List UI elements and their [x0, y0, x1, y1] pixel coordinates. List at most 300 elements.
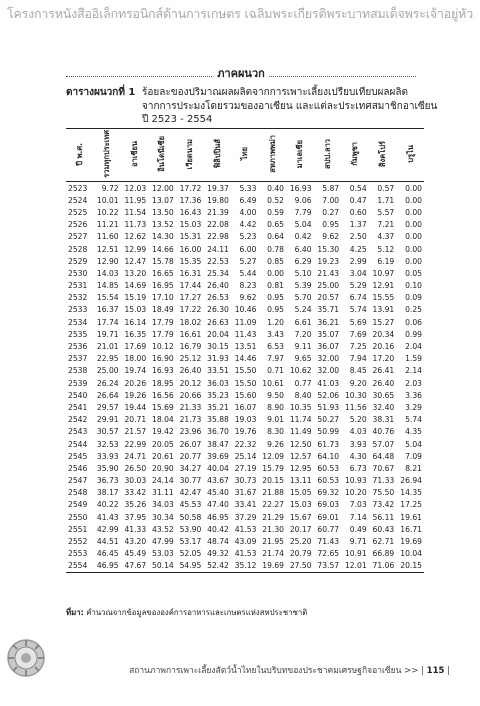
value-cell: 47.67 — [121, 560, 149, 573]
value-cell: 19.03 — [234, 415, 257, 425]
value-cell: 26.40 — [179, 366, 202, 376]
value-cell: 37.29 — [234, 512, 257, 522]
value-cell: 15.05 — [289, 488, 312, 498]
value-cell: 2.03 — [405, 378, 422, 388]
footer-title: สถานภาพการเพาะเลี้ยงสัตว์น้ำไทยในบริบทของประชาคมเศรษฐกิจอาเซียน >> | — [129, 666, 424, 676]
value-cell: 7.21 — [377, 220, 395, 230]
emblem-icon — [6, 638, 46, 678]
table-row — [66, 353, 424, 365]
column-header — [258, 129, 286, 182]
value-cell: 25.00 — [317, 281, 340, 291]
value-cell: 16.37 — [96, 305, 119, 315]
value-cell: 0.05 — [405, 268, 422, 278]
value-cell: 70.67 — [372, 463, 395, 473]
value-cell: 7.94 — [349, 354, 367, 364]
value-cell: 1.20 — [267, 317, 285, 327]
value-cell: 17.72 — [179, 183, 202, 193]
value-cell: 9.65 — [294, 354, 312, 364]
value-cell: 54.95 — [176, 560, 204, 573]
value-cell: 20.17 — [289, 524, 312, 534]
value-cell: 71.06 — [369, 560, 397, 573]
value-cell: 52.06 — [317, 390, 340, 400]
value-cell: 53.90 — [179, 524, 202, 534]
value-cell: 12.50 — [289, 439, 312, 449]
value-cell: 2.99 — [349, 256, 367, 266]
value-cell: 17.22 — [179, 305, 202, 315]
value-cell: 39.69 — [207, 451, 229, 461]
value-cell: 30.65 — [372, 390, 395, 400]
page-header-title: โครงการหนังสืออิเล็กทรอนิกส์ด้านการเกษตร เฉลิมพระเกียรติพระบาทสมเด็จพระเจ้าอยู่หัว — [6, 6, 474, 21]
value-cell: 12.95 — [289, 463, 312, 473]
table-row — [66, 231, 424, 243]
value-cell: 9.72 — [101, 183, 119, 193]
value-cell: 0.27 — [322, 207, 340, 217]
value-cell: 4.35 — [405, 427, 422, 437]
value-cell: 15.60 — [234, 390, 257, 400]
value-cell: 4.00 — [239, 207, 257, 217]
value-cell: 34.27 — [179, 463, 202, 473]
value-cell: 11.49 — [289, 427, 312, 437]
value-cell: 17.20 — [372, 354, 395, 364]
value-cell: 33.42 — [124, 488, 147, 498]
value-cell: 0.95 — [267, 305, 285, 315]
value-cell: 72.65 — [317, 549, 340, 559]
value-cell: 26.63 — [207, 317, 229, 327]
value-cell: 0.00 — [405, 244, 422, 254]
column-header — [176, 129, 204, 182]
value-cell: 0.57 — [377, 183, 395, 193]
value-cell: 0.78 — [267, 244, 285, 254]
value-cell: 35.21 — [207, 402, 229, 412]
table-row — [66, 304, 424, 316]
value-cell: 41.53 — [234, 524, 257, 534]
value-cell: 43.09 — [234, 537, 257, 547]
value-cell: 17.79 — [152, 317, 174, 327]
value-cell: 5.29 — [349, 281, 367, 291]
value-cell: 12.99 — [124, 244, 147, 254]
value-cell: 52.42 — [203, 560, 231, 573]
value-cell: 71.33 — [372, 476, 395, 486]
value-cell: 17.79 — [152, 329, 174, 339]
value-cell: 20.34 — [372, 329, 395, 339]
caption-line: ปี 2523 - 2554 — [142, 114, 213, 125]
value-cell: 31.93 — [207, 354, 229, 364]
value-cell: 0.99 — [405, 329, 422, 339]
value-cell: 22.95 — [96, 354, 119, 364]
caption-line: ร้อยละของปริมาณผลผลิตจากการเพาะเลี้ยงเปรียบเทียบผลผลิต — [142, 87, 409, 98]
value-cell: 9.01 — [267, 415, 285, 425]
value-cell: 12.01 — [341, 560, 369, 573]
value-cell: 11.21 — [96, 220, 119, 230]
value-cell: 17.25 — [400, 500, 422, 510]
value-cell: 0.40 — [267, 183, 285, 193]
value-cell: 16.95 — [152, 281, 174, 291]
value-cell: 6.49 — [239, 195, 257, 205]
value-cell: 22.08 — [207, 220, 229, 230]
value-cell: 17.27 — [179, 293, 202, 303]
value-cell: 12.57 — [289, 451, 312, 461]
table-row — [66, 328, 424, 340]
value-cell: 15.31 — [179, 232, 202, 242]
value-cell: 12.47 — [124, 256, 147, 266]
table-row — [66, 475, 424, 487]
value-cell: 10.46 — [234, 305, 257, 315]
value-cell: 0.71 — [267, 366, 285, 376]
value-cell: 11.60 — [96, 232, 119, 242]
value-cell: 13.51 — [234, 342, 257, 352]
footer-end: | — [447, 666, 450, 676]
value-cell: 10.97 — [372, 268, 395, 278]
value-cell: 1.37 — [349, 220, 367, 230]
value-cell: 19.23 — [317, 256, 340, 266]
value-cell: 22.53 — [207, 256, 229, 266]
value-cell: 18.04 — [152, 415, 174, 425]
value-cell: 13.91 — [372, 305, 395, 315]
year-cell: 2527 — [68, 232, 88, 242]
value-cell: 24.14 — [152, 476, 174, 486]
value-cell: 20.71 — [124, 415, 147, 425]
value-cell: 40.76 — [372, 427, 395, 437]
value-cell: 10.22 — [96, 207, 119, 217]
value-cell: 20.66 — [179, 390, 202, 400]
value-cell: 16.07 — [234, 402, 257, 412]
year-cell: 2531 — [68, 281, 88, 291]
source-label: ที่มา: — [66, 608, 84, 617]
value-cell: 15.67 — [289, 512, 312, 522]
value-cell: 26.07 — [179, 439, 202, 449]
value-cell: 15.03 — [179, 220, 202, 230]
value-cell: 0.47 — [349, 195, 367, 205]
table-header-row — [66, 129, 424, 182]
value-cell: 32.53 — [96, 439, 119, 449]
value-cell: 25.20 — [289, 537, 312, 547]
value-cell: 31.11 — [152, 488, 174, 498]
table-row — [66, 535, 424, 547]
value-cell: 19.42 — [152, 427, 174, 437]
value-cell: 14.30 — [152, 232, 174, 242]
value-cell: 11.95 — [124, 195, 147, 205]
value-cell: 20.16 — [372, 342, 395, 352]
year-cell: 2523 — [68, 183, 88, 193]
value-cell: 64.48 — [372, 451, 395, 461]
value-cell: 0.95 — [322, 220, 340, 230]
value-cell: 30.15 — [207, 342, 229, 352]
value-cell: 12.91 — [372, 281, 395, 291]
column-header — [121, 129, 149, 182]
column-header-label: เวียดนาม — [185, 138, 195, 170]
value-cell: 35.88 — [207, 415, 229, 425]
value-cell: 10.04 — [400, 549, 422, 559]
value-cell: 13.11 — [289, 476, 312, 486]
value-cell: 21.74 — [262, 549, 285, 559]
value-cell: 12.03 — [124, 183, 147, 193]
value-cell: 14.66 — [152, 244, 174, 254]
value-cell: 21.95 — [262, 537, 285, 547]
value-cell: 0.00 — [405, 207, 422, 217]
table-row — [66, 280, 424, 292]
value-cell: 8.21 — [405, 463, 422, 473]
value-cell: 0.00 — [405, 256, 422, 266]
value-cell: 16.00 — [179, 244, 202, 254]
value-cell: 0.77 — [294, 378, 312, 388]
year-cell: 2547 — [68, 476, 88, 486]
page-footer — [0, 660, 480, 680]
value-cell: 2.50 — [349, 232, 367, 242]
value-cell: 30.03 — [124, 476, 147, 486]
value-cell: 5.23 — [239, 232, 257, 242]
value-cell: 50.99 — [317, 427, 340, 437]
value-cell: 5.33 — [239, 183, 257, 193]
table-row — [66, 194, 424, 206]
value-cell: 1.71 — [377, 195, 395, 205]
value-cell: 33.51 — [207, 366, 229, 376]
value-cell: 16.71 — [400, 524, 422, 534]
value-cell: 38.47 — [207, 439, 229, 449]
value-cell: 35.90 — [96, 463, 119, 473]
value-cell: 5.44 — [239, 268, 257, 278]
value-cell: 24.11 — [207, 244, 229, 254]
value-cell: 43.67 — [207, 476, 229, 486]
value-cell: 23.96 — [179, 427, 202, 437]
value-cell: 45.40 — [207, 488, 229, 498]
column-header-label: บรูไน — [405, 145, 415, 163]
value-cell: 10.61 — [262, 378, 285, 388]
year-cell: 2546 — [68, 463, 88, 473]
value-cell: 75.50 — [372, 488, 395, 498]
table-row — [66, 255, 424, 267]
value-cell: 7.25 — [349, 342, 367, 352]
value-cell: 3.04 — [349, 268, 367, 278]
value-cell: 46.95 — [207, 512, 229, 522]
value-cell: 14.03 — [96, 268, 119, 278]
value-cell: 41.03 — [317, 378, 340, 388]
year-cell: 2544 — [68, 439, 88, 449]
value-cell: 33.93 — [96, 451, 119, 461]
value-cell: 5.39 — [294, 281, 312, 291]
value-cell: 19.37 — [207, 183, 229, 193]
value-cell: 16.31 — [179, 268, 202, 278]
value-cell: 9.06 — [294, 195, 312, 205]
year-cell: 2530 — [68, 268, 88, 278]
value-cell: 16.14 — [124, 317, 147, 327]
value-cell: 10.20 — [344, 488, 367, 498]
table-row — [66, 462, 424, 474]
value-cell: 10.12 — [152, 342, 174, 352]
value-cell: 30.34 — [152, 512, 174, 522]
value-cell: 18.00 — [124, 354, 147, 364]
value-cell: 38.31 — [372, 415, 395, 425]
year-cell: 2524 — [68, 195, 88, 205]
value-cell: 12.90 — [96, 256, 119, 266]
value-cell: 0.10 — [405, 281, 422, 291]
year-cell: 2549 — [68, 500, 88, 510]
table-label: ตารางผนวกที่ 1 — [66, 87, 136, 98]
year-cell: 2545 — [68, 451, 88, 461]
value-cell: 5.69 — [349, 317, 367, 327]
value-cell: 46.95 — [93, 560, 121, 573]
value-cell: 27.19 — [234, 463, 257, 473]
value-cell: 60.53 — [317, 476, 340, 486]
value-cell: 19.61 — [400, 512, 422, 522]
value-cell: 26.30 — [207, 305, 229, 315]
value-cell: 26.41 — [372, 366, 395, 376]
value-cell: 60.77 — [317, 524, 340, 534]
value-cell: 10.62 — [289, 366, 312, 376]
column-header-label: กัมพูชา — [350, 142, 360, 166]
value-cell: 11.56 — [344, 402, 367, 412]
value-cell: 17.10 — [152, 293, 174, 303]
value-cell: 6.53 — [267, 342, 285, 352]
table-row — [66, 206, 424, 218]
source-note — [66, 607, 307, 619]
value-cell: 46.45 — [96, 549, 119, 559]
value-cell: 38.17 — [96, 488, 119, 498]
value-cell: 5.70 — [294, 293, 312, 303]
value-cell: 56.11 — [372, 512, 395, 522]
value-cell: 0.65 — [267, 220, 285, 230]
year-cell: 2550 — [68, 512, 88, 522]
value-cell: 8.90 — [267, 402, 285, 412]
value-cell: 3.36 — [405, 390, 422, 400]
value-cell: 36.21 — [317, 317, 340, 327]
value-cell: 20.57 — [317, 293, 340, 303]
value-cell: 19.69 — [400, 537, 422, 547]
source-text: คำนวณจากข้อมูลขององค์การอาหารและเกษตรแห่งสหประชาชาติ — [83, 608, 308, 617]
value-cell: 16.43 — [179, 207, 202, 217]
value-cell: 6.00 — [239, 244, 257, 254]
value-cell: 53.17 — [179, 537, 202, 547]
value-cell: 35.23 — [207, 390, 229, 400]
value-cell: 41.53 — [234, 549, 257, 559]
table-row — [66, 560, 424, 573]
value-cell: 19.71 — [96, 329, 119, 339]
value-cell: 40.42 — [207, 524, 229, 534]
value-cell: 16.90 — [152, 354, 174, 364]
value-cell: 0.59 — [267, 207, 285, 217]
value-cell: 5.20 — [349, 415, 367, 425]
table-row — [66, 548, 424, 560]
value-cell: 16.35 — [124, 329, 147, 339]
table-row — [66, 377, 424, 389]
value-cell: 35.12 — [231, 560, 259, 573]
value-cell: 42.99 — [96, 524, 119, 534]
table-row — [66, 426, 424, 438]
column-header-label: ปี พ.ศ. — [75, 142, 85, 166]
table-caption-text — [142, 86, 438, 127]
value-cell: 32.00 — [317, 354, 340, 364]
value-cell: 0.00 — [405, 220, 422, 230]
value-cell: 0.49 — [349, 524, 367, 534]
value-cell: 0.06 — [405, 317, 422, 327]
column-header — [369, 129, 397, 182]
year-cell: 2532 — [68, 293, 88, 303]
value-cell: 20.15 — [396, 560, 424, 573]
value-cell: 10.01 — [96, 195, 119, 205]
value-cell: 69.03 — [317, 500, 340, 510]
value-cell: 6.61 — [294, 317, 312, 327]
year-cell: 2534 — [68, 317, 88, 327]
value-cell: 3.93 — [349, 439, 367, 449]
value-cell: 7.97 — [267, 354, 285, 364]
value-cell: 0.09 — [405, 293, 422, 303]
value-cell: 25.00 — [96, 366, 119, 376]
value-cell: 15.35 — [179, 256, 202, 266]
value-cell: 15.03 — [289, 500, 312, 510]
value-cell: 22.99 — [124, 439, 147, 449]
value-cell: 20.90 — [152, 463, 174, 473]
value-cell: 20.77 — [179, 451, 202, 461]
value-cell: 15.27 — [372, 317, 395, 327]
value-cell: 19.76 — [234, 427, 257, 437]
value-cell: 9.62 — [239, 293, 257, 303]
table-row — [66, 340, 424, 352]
column-header-label: มาเลเซีย — [295, 139, 305, 169]
year-cell: 2526 — [68, 220, 88, 230]
value-cell: 4.25 — [349, 244, 367, 254]
section-title: ภาคผนวก — [213, 64, 269, 82]
value-cell: 18.49 — [152, 305, 174, 315]
value-cell: 57.07 — [372, 439, 395, 449]
value-cell: 0.00 — [405, 183, 422, 193]
value-cell: 35.26 — [124, 500, 147, 510]
value-cell: 10.35 — [289, 402, 312, 412]
value-cell: 33.41 — [234, 500, 257, 510]
year-cell: 2528 — [68, 244, 88, 254]
value-cell: 4.03 — [349, 427, 367, 437]
value-cell: 0.00 — [267, 268, 285, 278]
value-cell: 19.80 — [207, 195, 229, 205]
value-cell: 14.85 — [96, 281, 119, 291]
table-row — [66, 401, 424, 413]
value-cell: 19.44 — [124, 402, 147, 412]
value-cell: 26.24 — [96, 378, 119, 388]
value-cell: 15.30 — [317, 244, 340, 254]
appendix-table — [66, 128, 424, 573]
year-cell: 2533 — [68, 305, 88, 315]
value-cell: 60.43 — [372, 524, 395, 534]
value-cell: 15.03 — [124, 305, 147, 315]
value-cell: 64.10 — [317, 451, 340, 461]
value-cell: 7.79 — [294, 207, 312, 217]
value-cell: 6.29 — [294, 256, 312, 266]
section-divider — [66, 67, 416, 78]
value-cell: 16.93 — [152, 366, 174, 376]
value-cell: 20.12 — [179, 378, 202, 388]
value-cell: 15.78 — [152, 256, 174, 266]
value-cell: 5.10 — [294, 268, 312, 278]
value-cell: 52.05 — [179, 549, 202, 559]
value-cell: 50.27 — [317, 415, 340, 425]
value-cell: 32.40 — [372, 402, 395, 412]
value-cell: 20.61 — [152, 451, 174, 461]
value-cell: 43.52 — [152, 524, 174, 534]
value-cell: 26.40 — [207, 281, 229, 291]
value-cell: 45.49 — [124, 549, 147, 559]
year-cell: 2553 — [68, 549, 88, 559]
value-cell: 9.50 — [267, 390, 285, 400]
value-cell: 40.22 — [96, 500, 119, 510]
value-cell: 7.69 — [349, 329, 367, 339]
year-cell: 2540 — [68, 390, 88, 400]
year-cell: 2525 — [68, 207, 88, 217]
value-cell: 9.11 — [294, 342, 312, 352]
value-cell: 6.74 — [349, 293, 367, 303]
column-header — [341, 129, 369, 182]
value-cell: 12.09 — [262, 451, 285, 461]
table-row — [66, 414, 424, 426]
value-cell: 20.15 — [262, 476, 285, 486]
value-cell: 15.79 — [262, 463, 285, 473]
